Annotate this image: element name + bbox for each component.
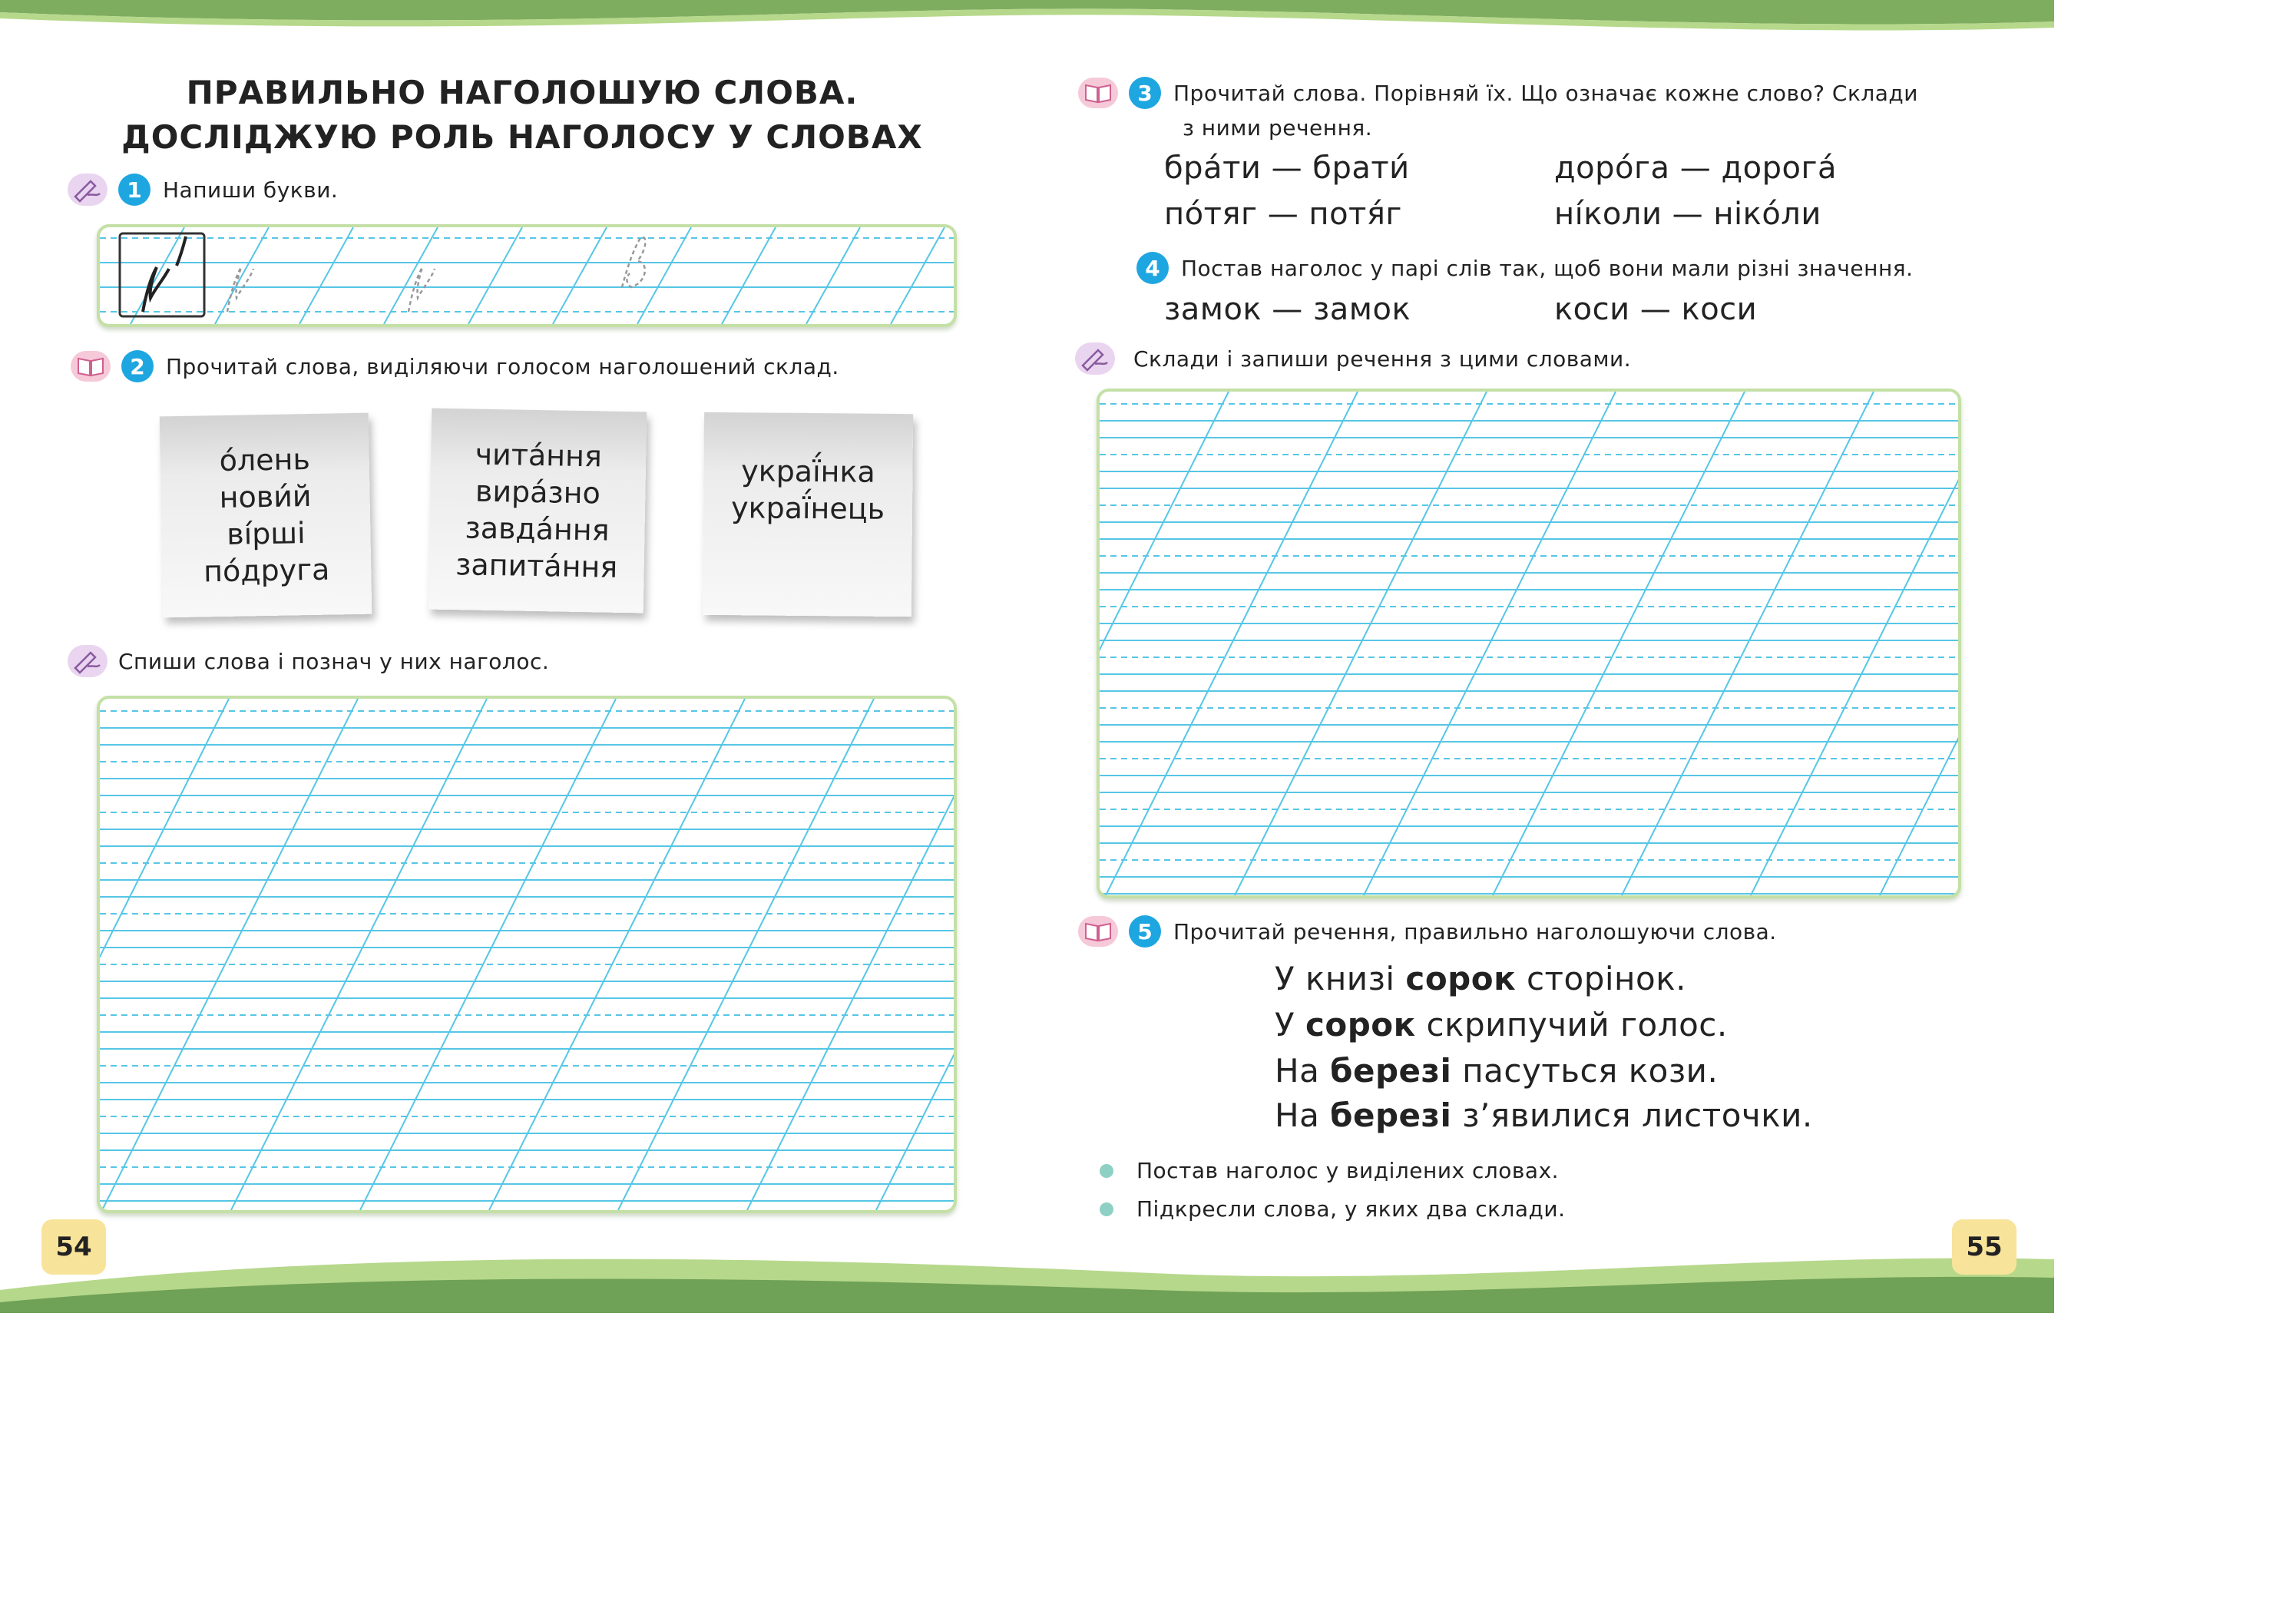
note-word: украї́нець: [730, 491, 885, 526]
sentence-4: На березі з’явилися листочки.: [1275, 1096, 1813, 1134]
copy-writing-area[interactable]: [97, 696, 957, 1213]
word-pair: доро́га — дорога́: [1554, 150, 1837, 186]
bullet-dot: [1100, 1164, 1113, 1178]
note-word: украї́нка: [741, 454, 875, 489]
pen-hand-icon: [68, 174, 108, 206]
bottom-wave-decoration: [0, 1236, 2054, 1313]
word-pair: коси — коси: [1554, 292, 1758, 327]
word-pair: замок — замок: [1164, 292, 1411, 327]
note-word: о́лень: [219, 442, 311, 478]
page-number-left: 54: [41, 1219, 106, 1275]
task-1-heading: [68, 174, 338, 206]
sentence-writing-area[interactable]: [1097, 389, 1961, 898]
copy-task-heading: [68, 645, 549, 677]
sentence-3: На березі пасуться кози.: [1275, 1052, 1719, 1090]
note-word: завда́ння: [465, 511, 610, 547]
letter-writing-strip[interactable]: [97, 224, 957, 327]
task-number: 5: [1129, 915, 1161, 948]
task-4-heading: [1136, 252, 1914, 284]
word-pair: ні́коли — ніко́ли: [1554, 197, 1821, 232]
word-pair: бра́ти — брати́: [1164, 150, 1410, 186]
task-2-heading: [71, 350, 839, 382]
task-instruction: Постав наголос у парі слів так, щоб вони мали різні значення.: [1181, 255, 1914, 281]
page-title: ПРАВИЛЬНО НАГОЛОШУЮ СЛОВА. ДОСЛІДЖУЮ РОЛЬ НАГОЛОСУ У СЛОВАХ: [121, 74, 923, 156]
bullet-item: Постав наголос у виділених словах.: [1100, 1158, 1559, 1183]
note-word: чита́ння: [475, 437, 603, 474]
highlighted-word: березі: [1330, 1052, 1452, 1090]
write-task-heading: [1075, 342, 1631, 375]
task-instruction-cont: з ними речення.: [1183, 115, 1373, 141]
task-instruction: Прочитай речення, правильно наголошуючи слова.: [1173, 918, 1777, 944]
highlighted-word: березі: [1330, 1096, 1452, 1134]
task-instruction: Прочитай слова, виділяючи голосом наголошений склад.: [166, 353, 839, 379]
highlighted-word: сорок: [1305, 1006, 1416, 1044]
note-word: запита́ння: [455, 547, 618, 584]
bullet-item: Підкресли слова, у яких два склади.: [1100, 1196, 1566, 1222]
task-number: 3: [1129, 77, 1161, 109]
task-number: 2: [121, 350, 154, 382]
sentence-1: У книзі сорок сторінок.: [1275, 960, 1686, 997]
note-word: вира́зно: [475, 474, 601, 511]
highlighted-word: сорок: [1405, 960, 1517, 997]
sticky-note-3: [703, 412, 913, 617]
task-3-heading: [1078, 77, 1918, 109]
top-wave-decoration: [0, 0, 2054, 38]
task-instruction: Склади і запиши речення з цими словами.: [1133, 346, 1632, 372]
task-instruction: Напиши букви.: [163, 177, 339, 203]
book-icon: [1078, 78, 1118, 108]
task-number: 4: [1136, 252, 1169, 284]
task-instruction: Спиши слова і познач у них наголос.: [118, 648, 550, 674]
sticky-note-1: [160, 413, 372, 618]
bullet-dot: [1100, 1202, 1113, 1216]
sentence-2: У сорок скрипучий голос.: [1275, 1006, 1728, 1044]
task-instruction: Прочитай слова. Порівняй їх. Що означає кожне слово? Склади: [1173, 80, 1918, 106]
page-number-right: 55: [1952, 1219, 2016, 1275]
task-number: 1: [118, 174, 151, 206]
book-icon: [71, 351, 111, 382]
pen-hand-icon: [68, 645, 108, 677]
sticky-note-2: [428, 408, 647, 614]
book-icon: [1078, 916, 1118, 947]
note-word: ві́рші: [226, 516, 306, 551]
task-5-heading: [1078, 915, 1777, 948]
note-word: нови́й: [219, 478, 312, 515]
note-word: по́друга: [203, 552, 330, 589]
word-pair: по́тяг — потя́г: [1164, 197, 1402, 232]
pen-hand-icon: [1075, 342, 1115, 375]
